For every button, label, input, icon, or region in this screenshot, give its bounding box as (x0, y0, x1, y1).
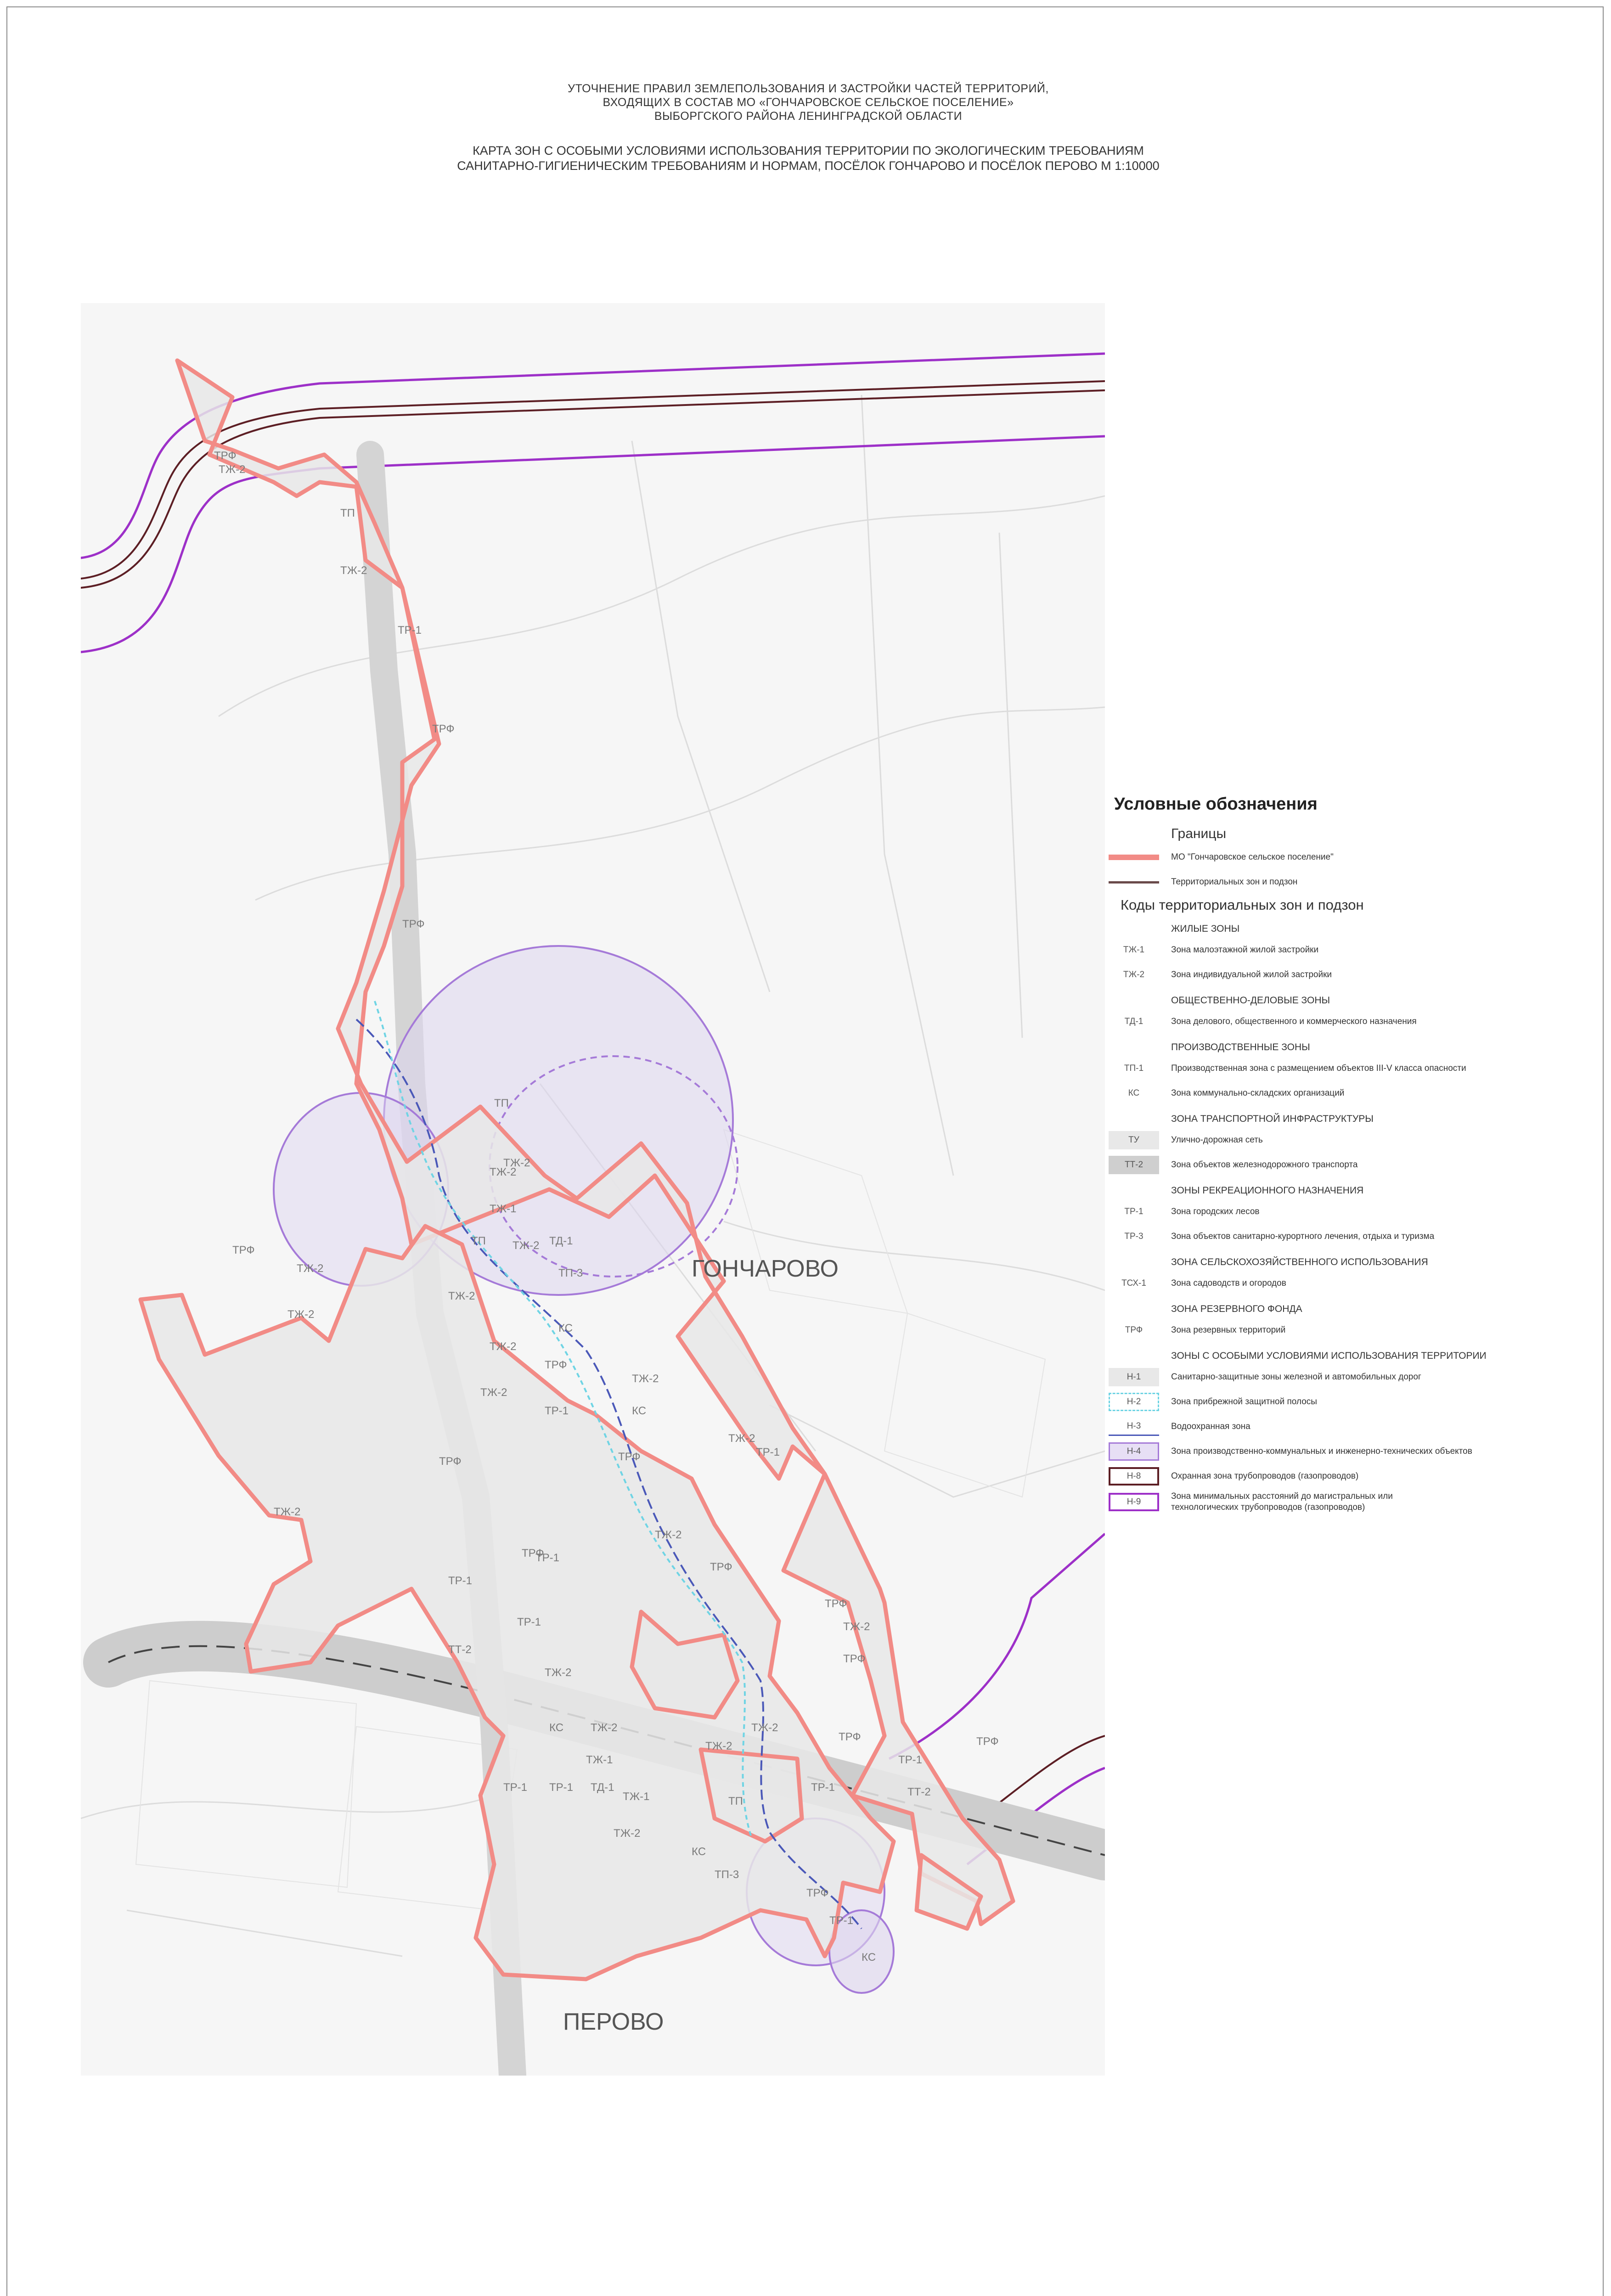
zone-code-label: ТЖ-2 (219, 463, 246, 476)
zone-code-label: ТП (340, 507, 355, 519)
zone-code-label: ТР-1 (545, 1405, 569, 1417)
zone-code-label: ТРФ (806, 1887, 829, 1899)
legend-group-residential: ЖИЛЫЕ ЗОНЫ (1171, 923, 1240, 934)
code-n8: Н-8 (1109, 1467, 1159, 1486)
zone-code-label: ТЖ-1 (490, 1203, 517, 1215)
code-tzh2: ТЖ-2 (1123, 970, 1145, 979)
legend-row-mo-boundary (1102, 847, 1580, 867)
legend-row-tp1 (1102, 1058, 1580, 1079)
legend-row-n9 (1102, 1491, 1580, 1513)
legend-row-n2 (1102, 1392, 1580, 1412)
zone-code-label: ТТ-2 (448, 1643, 472, 1656)
code-n9: Н-9 (1109, 1493, 1159, 1511)
zone-code-label: ТЖ-2 (591, 1722, 618, 1734)
zone-code-label: ТР-1 (898, 1754, 923, 1766)
legend-text-n4: Зона производственно-коммунальных и инженерно-технических объектов (1171, 1446, 1472, 1456)
legend-text-n8: Охранная зона трубопроводов (газопроводов) (1171, 1471, 1359, 1481)
zone-code-label: ТР-1 (549, 1781, 574, 1794)
zone-code-label: ТР-1 (517, 1616, 541, 1628)
zone-code-label: ТР-1 (811, 1781, 835, 1794)
legend-row-n1 (1102, 1367, 1580, 1387)
legend-group-special: ЗОНЫ С ОСОБЫМИ УСЛОВИЯМИ ИСПОЛЬЗОВАНИЯ ТЕРРИТОРИИ (1171, 1351, 1487, 1361)
code-tu: ТУ (1109, 1131, 1159, 1149)
legend-text-trf: Зона резервных территорий (1171, 1325, 1286, 1335)
legend-row-tzh1 (1102, 940, 1580, 960)
zone-code-label: ТП-3 (558, 1267, 583, 1279)
code-n4: Н-4 (1109, 1442, 1159, 1461)
zone-code-label: ТЖ-2 (274, 1506, 301, 1518)
legend-row-n3 (1102, 1417, 1580, 1437)
legend-text-td1: Зона делового, общественного и коммерческого назначения (1171, 1017, 1417, 1026)
zone-code-label: ТР-1 (448, 1575, 473, 1587)
code-n3: Н-3 (1109, 1418, 1159, 1436)
zone-code-label: ТЖ-2 (705, 1740, 732, 1752)
code-td1: ТД-1 (1124, 1017, 1143, 1026)
project-title-line-3: ВЫБОРГСКОГО РАЙОНА ЛЕНИНГРАДСКОЙ ОБЛАСТИ (654, 110, 963, 123)
zone-code-label: ТЖ-2 (545, 1666, 572, 1679)
legend-row-n4 (1102, 1441, 1580, 1462)
legend-row-trf (1102, 1320, 1580, 1340)
zone-code-label: ТРФ (232, 1244, 255, 1256)
legend-text-n3: Водоохранная зона (1171, 1422, 1250, 1431)
zone-code-label: ТР-1 (503, 1781, 528, 1794)
zone-code-label: ТЖ-1 (623, 1790, 650, 1803)
project-title-line-2: ВХОДЯЩИХ В СОСТАВ МО «ГОНЧАРОВСКОЕ СЕЛЬСКОЕ ПОСЕЛЕНИЕ» (603, 96, 1014, 109)
legend-group-reserve: ЗОНА РЕЗЕРВНОГО ФОНДА (1171, 1304, 1302, 1314)
code-tsh1: ТСХ-1 (1121, 1278, 1146, 1288)
code-tr3: ТР-3 (1124, 1232, 1143, 1241)
zone-code-label: ТРФ (545, 1359, 567, 1371)
legend-text-tu: Улично-дорожная сеть (1171, 1135, 1263, 1145)
legend-boundaries-heading: Границы (1171, 826, 1226, 841)
zone-code-label: КС (862, 1951, 876, 1964)
zone-code-label: ТЖ-2 (632, 1373, 659, 1385)
zone-code-label: ТР-1 (535, 1552, 560, 1564)
legend-row-td1 (1102, 1012, 1580, 1032)
legend-row-tr3 (1102, 1227, 1580, 1247)
code-n2: Н-2 (1109, 1393, 1159, 1411)
code-tp1: ТП-1 (1124, 1064, 1144, 1073)
legend-text-n9: Зона минимальных расстояний до магистральных или технологических трубопроводов (газопроводов) (1171, 1491, 1393, 1512)
zone-code-label: ТР-1 (829, 1914, 854, 1927)
legend-text-n2: Зона прибрежной защитной полосы (1171, 1397, 1317, 1407)
zone-code-label: ТРФ (710, 1561, 732, 1573)
zone-code-label: ТЖ-2 (614, 1827, 641, 1840)
zone-code-label: ТЖ-1 (586, 1754, 613, 1766)
legend-text-tp1: Производственная зона с размещением объектов III-V класса опасности (1171, 1064, 1466, 1073)
code-tt2: ТТ-2 (1109, 1156, 1159, 1174)
legend-text-n1: Санитарно-защитные зоны железной и автомобильных дорог (1171, 1372, 1421, 1382)
zone-code-label: ТЖ-2 (340, 564, 367, 577)
zone-code-label: ТП (494, 1097, 509, 1109)
legend-text-zone-boundary: Территориальных зон и подзон (1171, 877, 1298, 887)
zone-code-label: ТЖ-2 (287, 1308, 315, 1321)
zone-code-label: ТЖ-2 (503, 1157, 530, 1169)
legend-group-production: ПРОИЗВОДСТВЕННЫЕ ЗОНЫ (1171, 1042, 1310, 1052)
zone-code-label: ТР-1 (756, 1446, 780, 1458)
legend-group-business: ОБЩЕСТВЕННО-ДЕЛОВЫЕ ЗОНЫ (1171, 995, 1330, 1006)
zone-code-label: КС (549, 1722, 564, 1734)
zoning-map[interactable] (81, 303, 1105, 2076)
legend-row-zone-boundary (1102, 872, 1580, 892)
zone-code-label: ТРФ (522, 1547, 544, 1559)
zone-code-label: ТЖ-2 (490, 1340, 517, 1353)
legend (1102, 794, 1580, 1518)
zone-code-label: ТРФ (432, 723, 455, 735)
zone-code-label: ТРФ (825, 1598, 847, 1610)
zone-code-label: КС (558, 1322, 573, 1334)
legend-text-tr3: Зона объектов санитарно-курортного лечения, отдыха и туризма (1171, 1232, 1435, 1241)
code-trf: ТРФ (1125, 1325, 1143, 1335)
zone-code-label: ТЖ-2 (728, 1432, 755, 1445)
zone-code-label: КС (692, 1846, 706, 1858)
zone-code-label: КС (632, 1405, 647, 1417)
zone-code-label: ТРФ (618, 1451, 641, 1463)
zone-code-label: ТЖ-2 (448, 1290, 475, 1302)
legend-codes-heading: Коды территориальных зон и подзон (1121, 897, 1364, 913)
legend-row-tt2 (1102, 1155, 1580, 1175)
zone-code-label: ТЖ-2 (751, 1722, 778, 1734)
zone-code-label: ТЖ-2 (297, 1262, 324, 1275)
legend-text-tt2: Зона объектов железнодорожного транспорта (1171, 1160, 1358, 1170)
legend-text-mo-boundary: МО "Гончаровское сельское поселение" (1171, 852, 1334, 862)
zone-code-label: ТД-1 (549, 1235, 573, 1247)
legend-row-n8 (1102, 1466, 1580, 1486)
zone-code-label: ТРФ (214, 450, 237, 462)
legend-group-transport: ЗОНА ТРАНСПОРТНОЙ ИНФРАСТРУКТУРЫ (1171, 1114, 1374, 1124)
legend-title: Условные обозначения (1114, 794, 1318, 814)
zone-code-label: ТРФ (402, 918, 425, 930)
zone-boundary-swatch (1109, 881, 1159, 884)
settlement-label-goncharovo: ГОНЧАРОВО (692, 1255, 839, 1282)
zone-code-label: ТЖ-2 (843, 1621, 870, 1633)
map-canvas (81, 303, 1105, 2076)
zone-code-label: ТРФ (839, 1731, 861, 1743)
legend-text-tzh2: Зона индивидуальной жилой застройки (1171, 970, 1332, 979)
zone-code-label: ТП-3 (715, 1868, 739, 1881)
zone-code-label: ТД-1 (591, 1781, 614, 1794)
map-title-line-1: КАРТА ЗОН С ОСОБЫМИ УСЛОВИЯМИ ИСПОЛЬЗОВАНИЯ ТЕРРИТОРИИ ПО ЭКОЛОГИЧЕСКИМ ТРЕБОВАНИЯМ (473, 144, 1144, 158)
legend-row-tsh1 (1102, 1273, 1580, 1294)
zone-code-label: ТРФ (976, 1735, 999, 1748)
code-tr1: ТР-1 (1124, 1207, 1143, 1216)
legend-text-tsh1: Зона садоводств и огородов (1171, 1278, 1286, 1288)
legend-text-tzh1: Зона малоэтажной жилой застройки (1171, 945, 1319, 955)
zone-code-label: ТЖ-2 (480, 1386, 507, 1399)
legend-row-tu (1102, 1130, 1580, 1150)
zone-code-label: ТРФ (439, 1455, 462, 1468)
legend-group-recreation: ЗОНЫ РЕКРЕАЦИОННОГО НАЗНАЧЕНИЯ (1171, 1185, 1364, 1196)
legend-text-tr1: Зона городских лесов (1171, 1207, 1260, 1216)
zone-code-label: ТЖ-2 (655, 1529, 682, 1541)
legend-group-agri: ЗОНА СЕЛЬСКОХОЗЯЙСТВЕННОГО ИСПОЛЬЗОВАНИЯ (1171, 1257, 1428, 1267)
map-title-line-2: САНИТАРНО-ГИГИЕНИЧЕСКИМ ТРЕБОВАНИЯМ И НОРМАМ, ПОСЁЛОК ГОНЧАРОВО И ПОСЁЛОК ПЕРОВО М 1:10000 (457, 159, 1160, 173)
zone-code-label: ТЖ-2 (513, 1239, 540, 1252)
project-title-line-1: УТОЧНЕНИЕ ПРАВИЛ ЗЕМЛЕПОЛЬЗОВАНИЯ И ЗАСТРОЙКИ ЧАСТЕЙ ТЕРРИТОРИЙ, (568, 82, 1049, 95)
legend-row-ks (1102, 1083, 1580, 1103)
zone-code-label: ТП (471, 1235, 486, 1247)
zone-code-label: ТР-1 (398, 624, 422, 636)
code-tzh1: ТЖ-1 (1123, 945, 1145, 955)
legend-row-tzh2 (1102, 965, 1580, 985)
settlement-label-perovo: ПЕРОВО (563, 2009, 664, 2035)
zone-code-label: ТП (728, 1795, 743, 1807)
code-n1: Н-1 (1109, 1368, 1159, 1386)
header (276, 82, 1341, 174)
zone-code-label: ТТ-2 (907, 1786, 931, 1798)
code-ks: КС (1128, 1088, 1140, 1098)
zone-code-label: ТРФ (843, 1653, 866, 1665)
mo-boundary-swatch (1109, 855, 1159, 860)
legend-text-ks: Зона коммунально-складских организаций (1171, 1088, 1345, 1098)
zone-code-label: ТЖ-2 (490, 1166, 517, 1178)
legend-row-tr1 (1102, 1202, 1580, 1222)
